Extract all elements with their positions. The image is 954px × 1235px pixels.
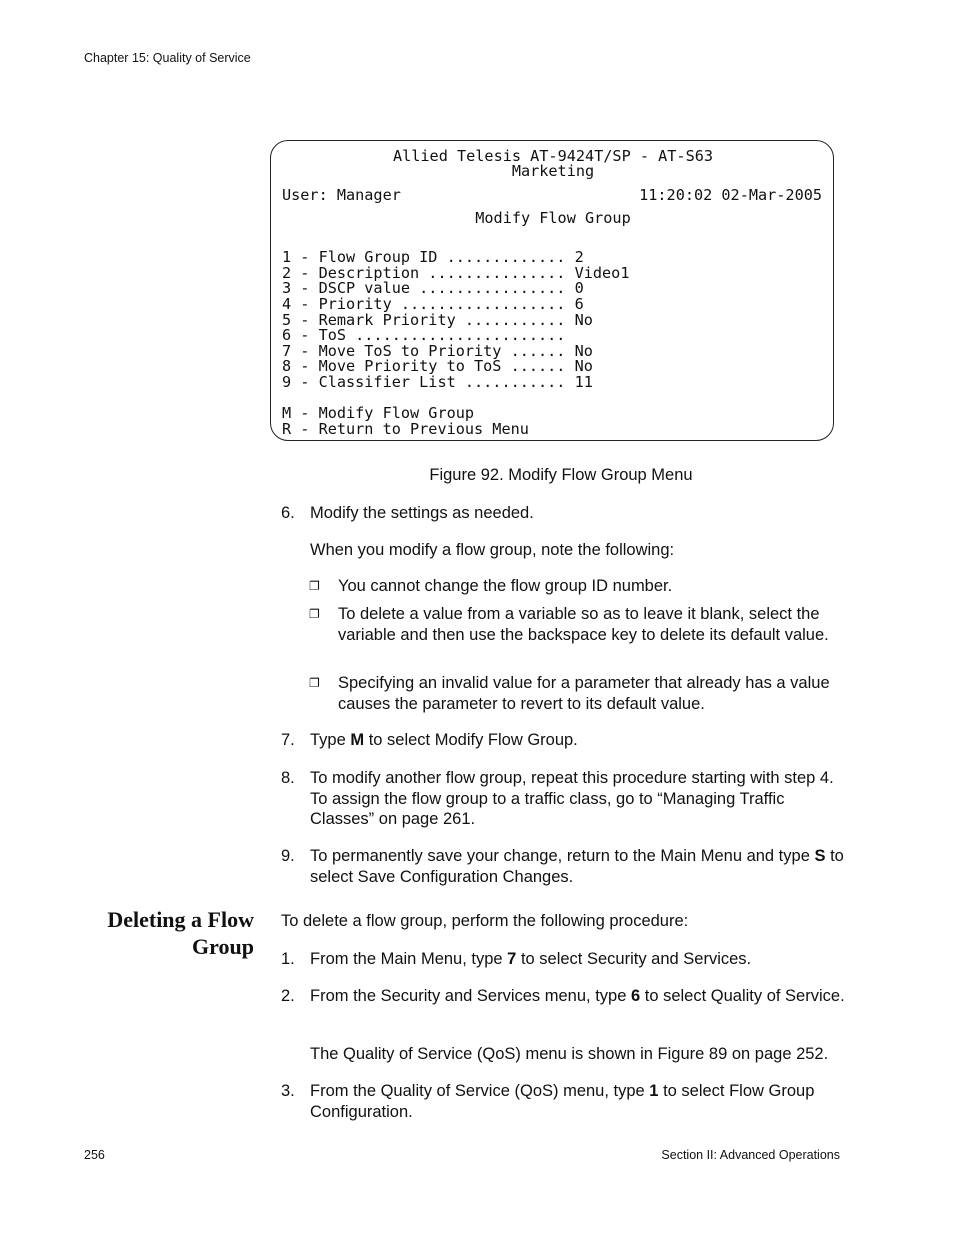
step-number: 8. xyxy=(281,769,295,787)
menu-item: 7 - Move ToS to Priority ...... No xyxy=(282,342,593,360)
menu-command: M - Modify Flow Group xyxy=(282,404,475,422)
running-header: Chapter 15: Quality of Service xyxy=(84,51,251,65)
terminal-screen xyxy=(270,140,834,441)
step-text: From the Security and Services menu, type 6 to select Quality of Service. xyxy=(310,987,845,1005)
terminal-title: Allied Telesis AT-9424T/SP - AT-S63 xyxy=(392,147,714,165)
step-number: 6. xyxy=(281,504,295,522)
figure-caption: Figure 92. Modify Flow Group Menu xyxy=(429,466,693,484)
checkbox-bullet-icon: ❐ xyxy=(309,607,320,621)
section-heading: Deleting a Flow Group xyxy=(107,907,254,959)
step-text: To modify another flow group, repeat this procedure starting with step 4. To assign the flow group to a traffic class, go to “Managing Traffic Classes” on page 261. xyxy=(310,769,834,828)
step-number: 3. xyxy=(281,1082,295,1100)
menu-item: 4 - Priority .................. 6 xyxy=(282,295,584,313)
step-text: Modify the settings as needed. xyxy=(310,504,534,522)
note-intro: When you modify a flow group, note the following: xyxy=(310,541,675,559)
checkbox-bullet-icon: ❐ xyxy=(309,579,320,593)
page-number: 256 xyxy=(84,1148,105,1162)
bullet-text: You cannot change the flow group ID number. xyxy=(338,577,673,595)
terminal-user: User: Manager xyxy=(282,186,401,204)
step-text: From the Main Menu, type 7 to select Security and Services. xyxy=(310,950,752,968)
menu-command: R - Return to Previous Menu xyxy=(282,420,529,438)
bullet-text: To delete a value from a variable so as to leave it blank, select the variable and then use the backspace key to delete its default value. xyxy=(338,605,829,644)
checkbox-bullet-icon: ❐ xyxy=(309,676,320,690)
menu-item: 2 - Description ............... Video1 xyxy=(282,264,630,282)
step-text: From the Quality of Service (QoS) menu, type 1 to select Flow Group Configuration. xyxy=(310,1082,815,1121)
menu-item: 1 - Flow Group ID ............. 2 xyxy=(282,248,584,266)
step-number: 9. xyxy=(281,847,295,865)
terminal-datetime: 11:20:02 02-Mar-2005 xyxy=(639,186,822,204)
terminal-menu-title: Modify Flow Group xyxy=(475,209,631,227)
menu-item: 8 - Move Priority to ToS ...... No xyxy=(282,357,593,375)
step-number: 1. xyxy=(281,950,295,968)
section-intro: To delete a flow group, perform the following procedure: xyxy=(281,912,689,930)
menu-item: 9 - Classifier List ........... 11 xyxy=(282,373,593,391)
bullet-text: Specifying an invalid value for a parameter that already has a value causes the parameter to revert to its default value. xyxy=(338,674,830,713)
step-note: The Quality of Service (QoS) menu is shown in Figure 89 on page 252. xyxy=(310,1045,829,1063)
step-number: 2. xyxy=(281,987,295,1005)
running-footer: Section II: Advanced Operations xyxy=(661,1148,840,1162)
step-text: Type M to select Modify Flow Group. xyxy=(310,731,578,749)
menu-item: 6 - ToS ....................... xyxy=(282,326,566,344)
terminal-subtitle: Marketing xyxy=(511,162,595,180)
step-number: 7. xyxy=(281,731,295,749)
menu-item: 3 - DSCP value ................ 0 xyxy=(282,279,584,297)
step-text: To permanently save your change, return to the Main Menu and type S to select Save Configuration Changes. xyxy=(310,847,844,886)
menu-item: 5 - Remark Priority ........... No xyxy=(282,311,593,329)
